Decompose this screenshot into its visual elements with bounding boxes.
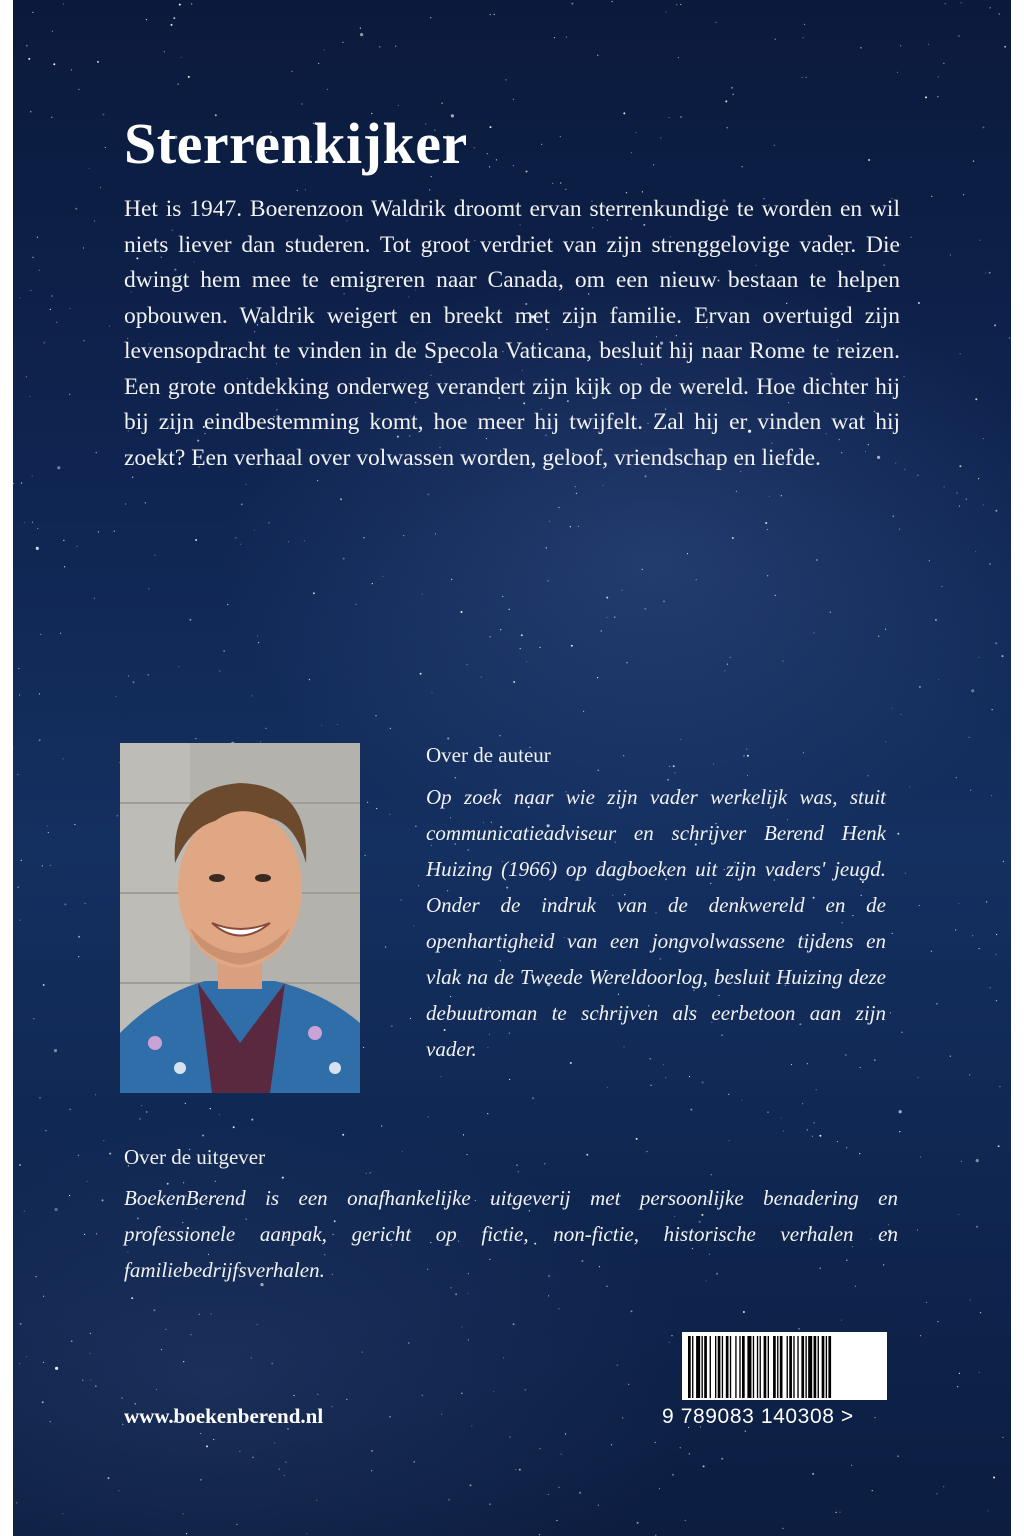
publisher-heading: Over de uitgever xyxy=(124,1145,266,1169)
book-title: Sterrenkijker xyxy=(124,111,468,176)
book-blurb: Het is 1947. Boerenzoon Waldrik droomt ervan sterrenkundige te worden en wil niets liever dan studeren. Tot groot verdriet van zijn strenggelovige vader. Die dwingt hem mee te emigreren naar Canada, om een nieuw bestaan te helpen opbouwen. Waldrik weigert en breekt met zijn familie. Ervan overtuigd zijn levensopdracht te vinden in de Specola Vaticana, besluit hij naar Rome te reizen. Een grote ontdekking onderweg verandert zijn kijk op de wereld. Hoe dichter hij bij zijn eindbestemming komt, hoe meer hij twijfelt. Zal hij er vinden wat hij zoekt? Een verhaal over volwassen worden, geloof, vriendschap en liefde. xyxy=(124,196,900,471)
author-portrait-illustration xyxy=(120,743,360,1093)
publisher-description: BoekenBerend is een onafhankelijke uitgeverij met persoonlijke benadering en professionele aanpak, gericht op fictie, non-fictie, historische verhalen en familiebedrijfsverhalen. xyxy=(124,1186,898,1282)
publisher-website-link[interactable]: www.boekenberend.nl xyxy=(124,1404,324,1428)
barcode-bars xyxy=(682,1332,887,1400)
barcode xyxy=(682,1332,887,1400)
isbn-number: 9 789083 140308 > xyxy=(662,1405,854,1428)
author-photo xyxy=(120,743,360,1093)
author-bio: Op zoek naar wie zijn vader werkelijk was, stuit communicatieadviseur en schrijver Berend Henk Huizing (1966) op dagboeken uit zijn vaders' jeugd. Onder de indruk van de denkwereld en de openhartigheid van een jongvolwassene tijdens en vlak na de Tweede Wereldoorlog, besluit Huizing deze debuutroman te schrijven als eerbetoon aan zijn vader. xyxy=(426,785,886,1061)
author-heading: Over de auteur xyxy=(426,743,551,767)
book-back-cover xyxy=(13,0,1011,1536)
